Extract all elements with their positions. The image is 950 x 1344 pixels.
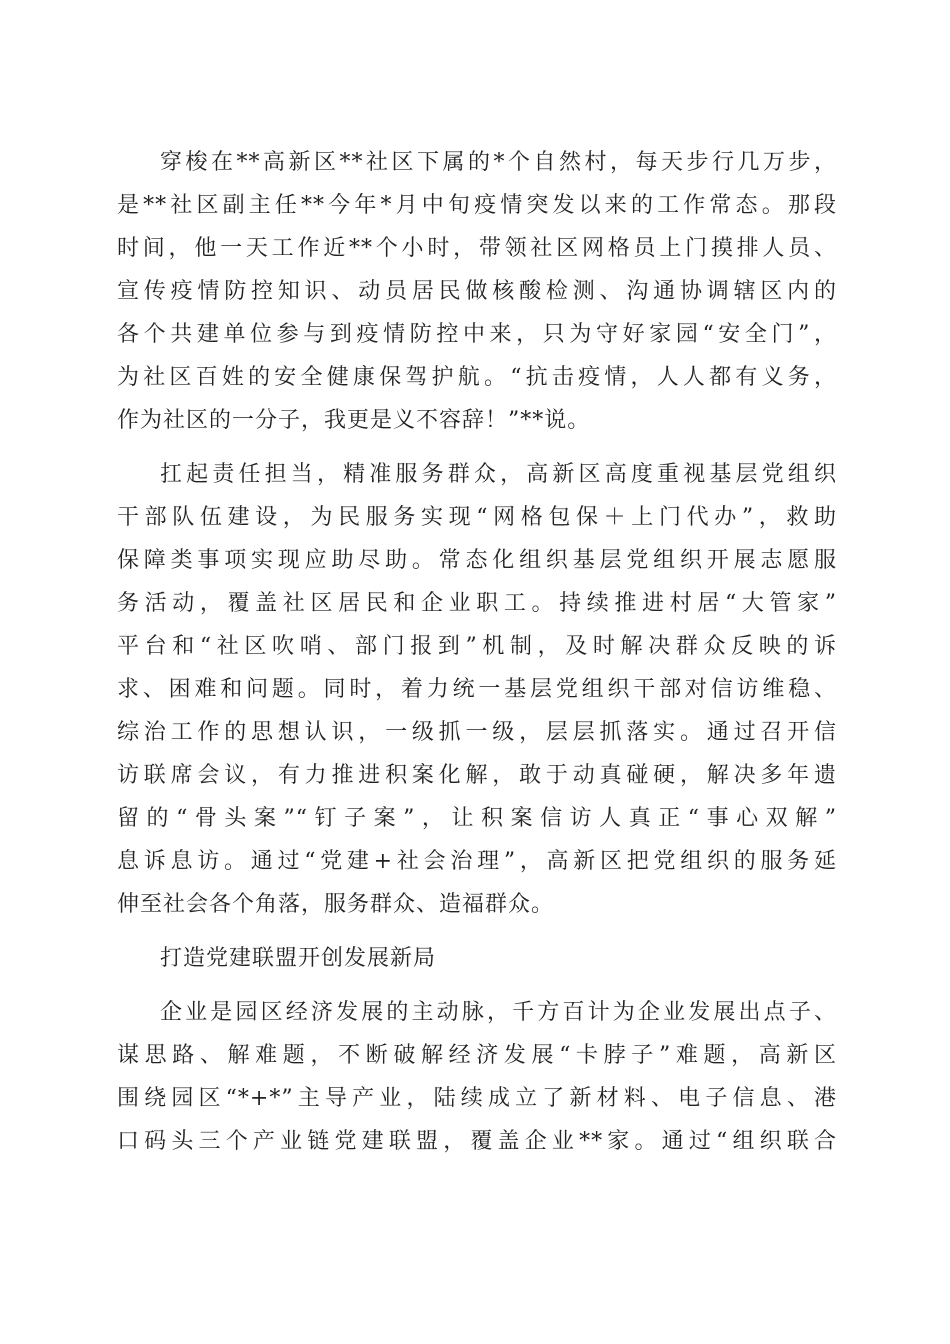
paragraph-1-line-1: 穿梭在**高新区**社区下属的*个自然村，每天步行几万步， xyxy=(160,150,837,175)
section-heading: 打造党建联盟开创发展新局 xyxy=(160,946,437,971)
paragraph-1-line-6: 为社区百姓的安全健康保驾护航。“抗击疫情，人人都有义务， xyxy=(117,365,837,390)
paragraph-2-line-2: 干部队伍建设，为民服务实现“网格包保＋上门代办”，救助 xyxy=(117,505,837,530)
paragraph-2-line-11: 伸至社会各个角落，服务群众、造福群众。 xyxy=(117,892,555,917)
paragraph-2-line-1: 扛起责任担当，精准服务群众，高新区高度重视基层党组织 xyxy=(160,462,837,487)
paragraph-1-line-2: 是**社区副主任**今年*月中旬疫情突发以来的工作常态。那段 xyxy=(117,193,837,218)
paragraph-1-line-5: 各个共建单位参与到疫情防控中来，只为守好家园“安全门”， xyxy=(117,322,837,347)
paragraph-2-line-6: 求、困难和问题。同时，着力统一基层党组织干部对信访维稳、 xyxy=(117,677,837,702)
paragraph-2-line-9: 留的“骨头案”“钉子案”，让积案信访人真正“事心双解” xyxy=(117,806,837,831)
paragraph-2-line-10: 息诉息访。通过“党建+社会治理”，高新区把党组织的服务延 xyxy=(117,849,837,874)
paragraph-2-line-4: 务活动，覆盖社区居民和企业职工。持续推进村居“大管家” xyxy=(117,591,837,616)
paragraph-2-line-8: 访联席会议，有力推进积案化解，敢于动真碰硬，解决多年遗 xyxy=(117,763,837,788)
paragraph-2-line-7: 综治工作的思想认识，一级抓一级，层层抓落实。通过召开信 xyxy=(117,720,837,745)
paragraph-3-line-4: 口码头三个产业链党建联盟，覆盖企业**家。通过“组织联合 xyxy=(117,1129,837,1154)
paragraph-1-line-3: 时间，他一天工作近**个小时，带领社区网格员上门摸排人员、 xyxy=(117,236,837,261)
paragraph-3-line-1: 企业是园区经济发展的主动脉，千方百计为企业发展出点子、 xyxy=(160,1000,837,1025)
paragraph-1-line-4: 宣传疫情防控知识、动员居民做核酸检测、沟通协调辖区内的 xyxy=(117,279,837,304)
paragraph-2-line-5: 平台和“社区吹哨、部门报到”机制，及时解决群众反映的诉 xyxy=(117,634,837,659)
paragraph-3-line-2: 谋思路、解难题，不断破解经济发展“卡脖子”难题，高新区 xyxy=(117,1043,837,1068)
paragraph-3-line-3: 围绕园区“*+*”主导产业，陆续成立了新材料、电子信息、港 xyxy=(117,1086,837,1111)
paragraph-1-line-7: 作为社区的一分子，我更是义不容辞！”**说。 xyxy=(117,408,591,433)
paragraph-2-line-3: 保障类事项实现应助尽助。常态化组织基层党组织开展志愿服 xyxy=(117,548,837,573)
